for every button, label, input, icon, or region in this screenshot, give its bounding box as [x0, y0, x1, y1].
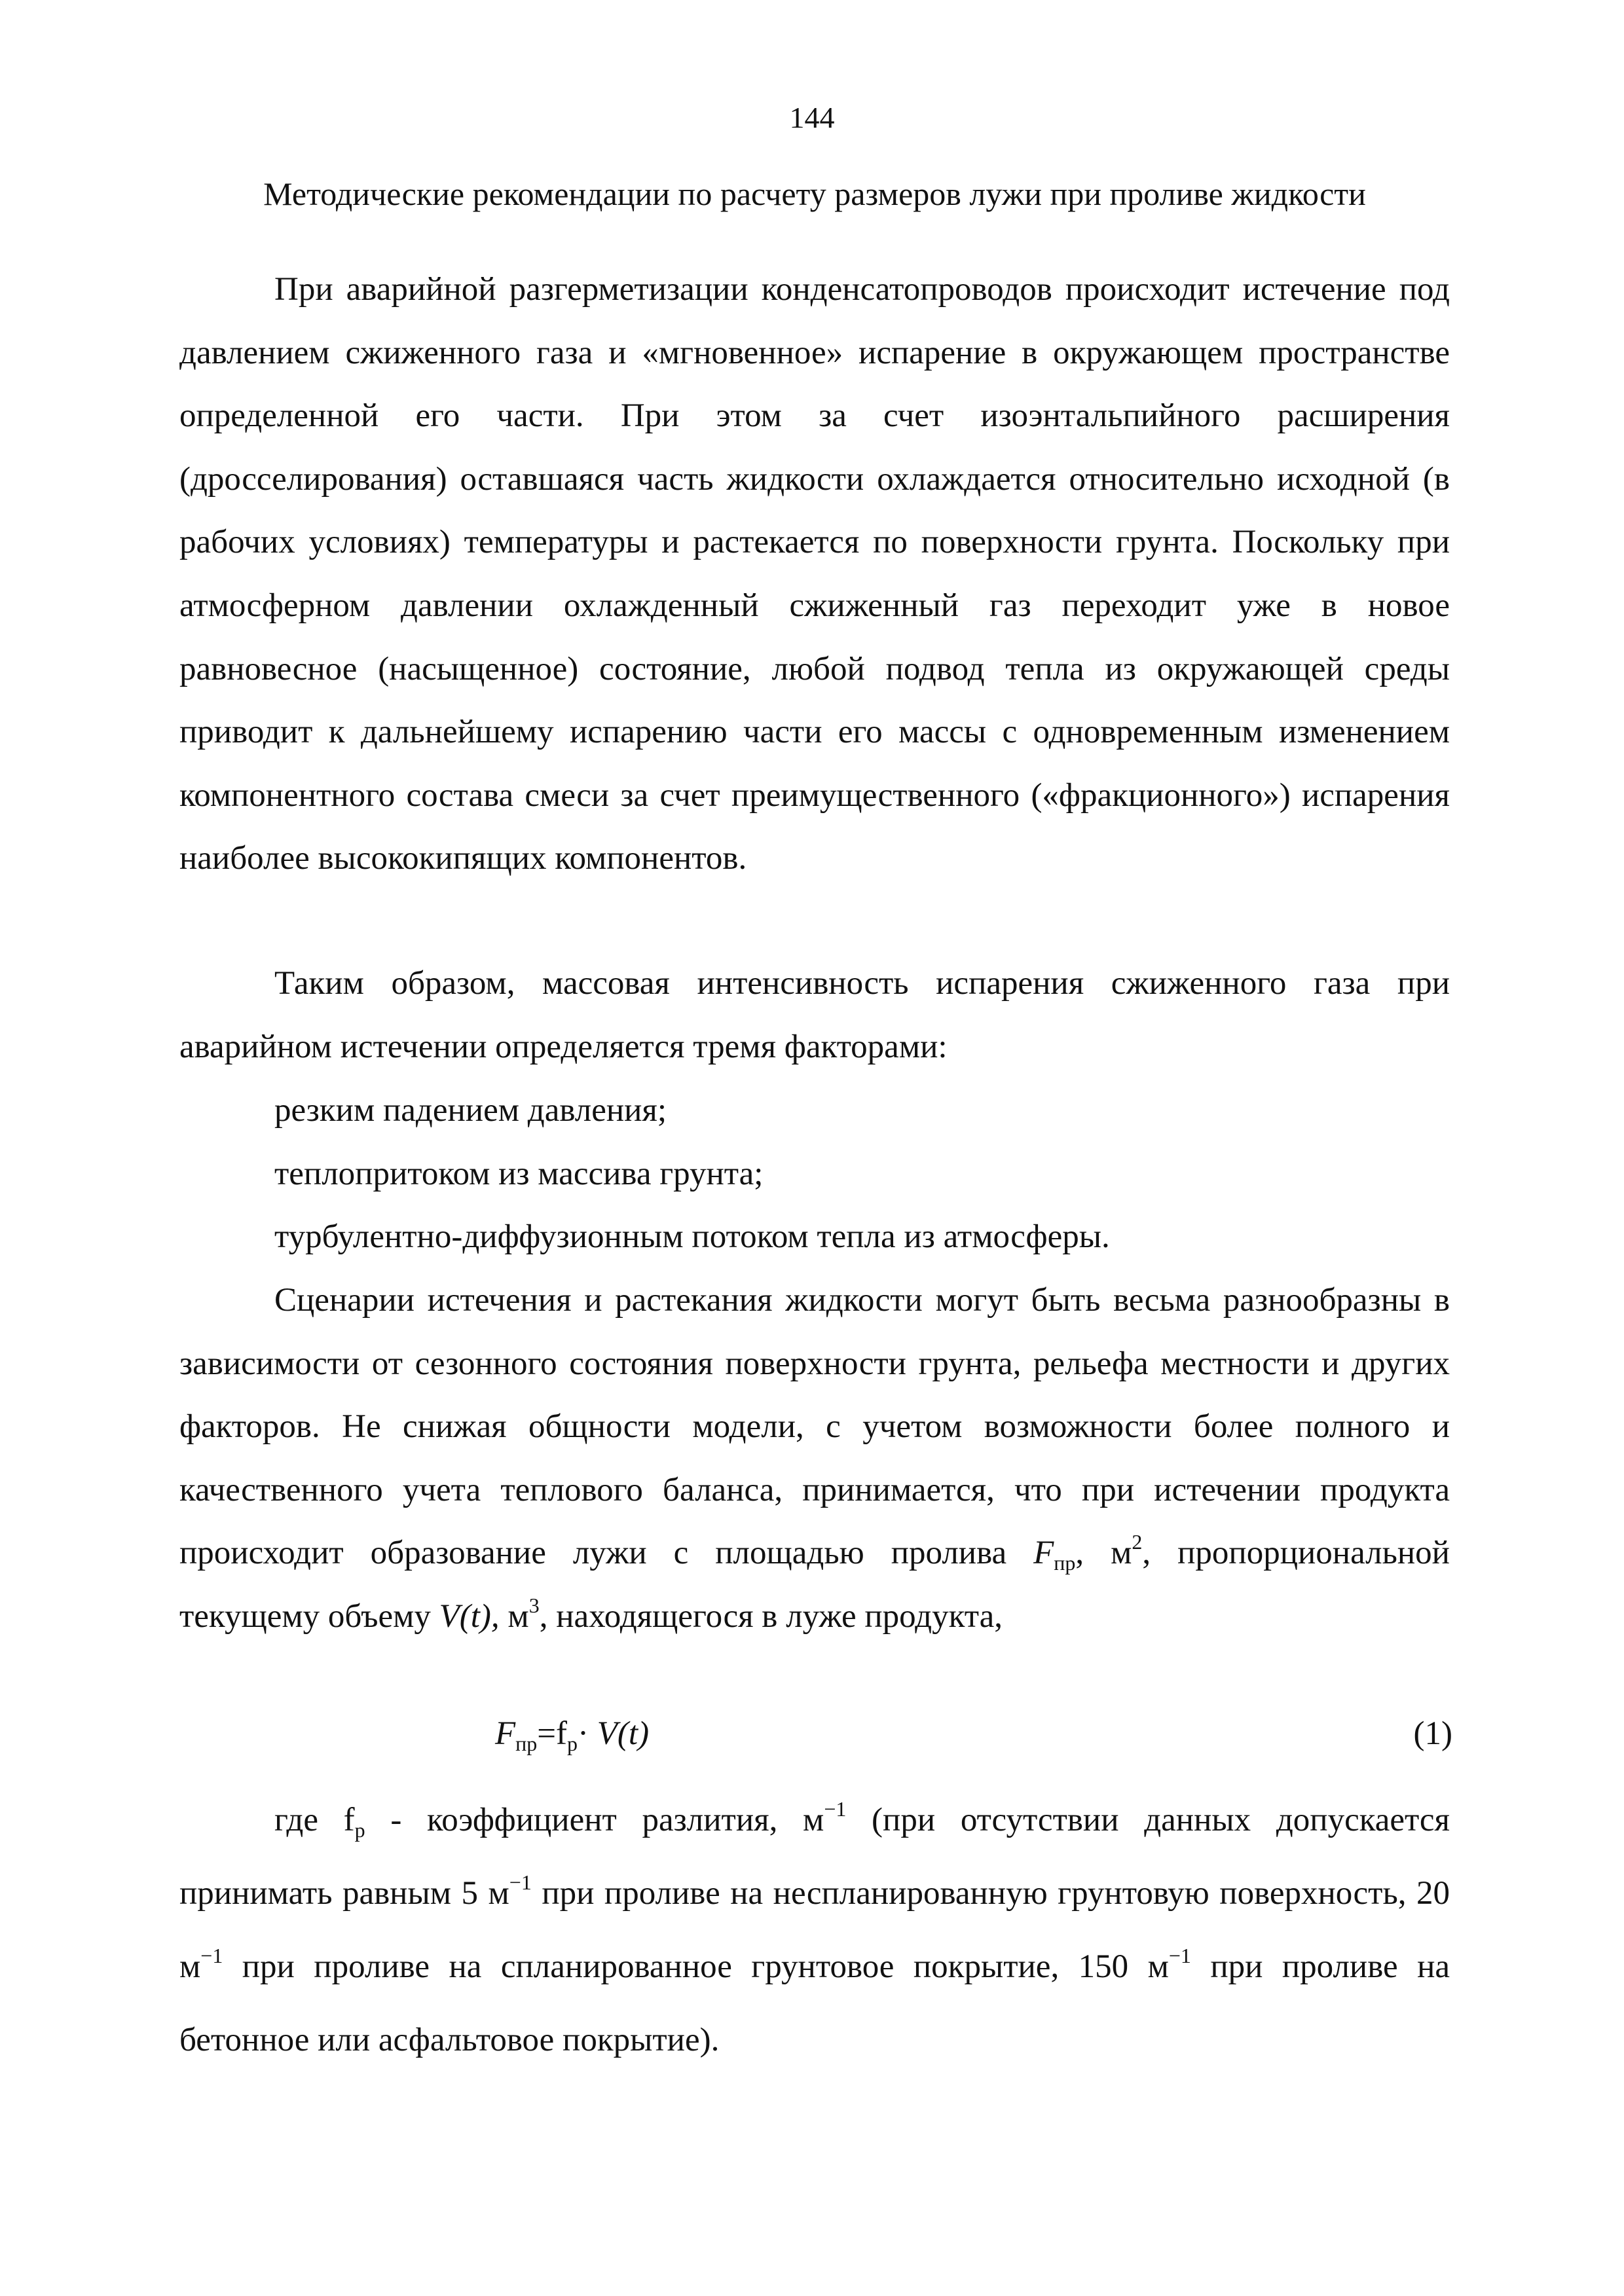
superscript: −1 [200, 1944, 223, 1967]
text-run: м [499, 1597, 529, 1635]
list-item: турбулентно-диффузионным потоком тепла из атмосферы. [274, 1218, 1110, 1256]
formula-V: V(t) [597, 1715, 650, 1752]
paragraph-scenarios [179, 1269, 1450, 1649]
paragraph-factors: Таким образом, массовая интенсивность испарения сжиженного газа при аварийном истечении определяется тремя факторами: [179, 965, 1450, 1065]
page-number: 144 [789, 101, 835, 134]
section-title: Методические рекомендации по расчету размеров лужи при проливе жидкости [263, 175, 1366, 212]
subscript: р [567, 1732, 578, 1755]
superscript: 3 [528, 1593, 540, 1617]
superscript: −1 [1168, 1944, 1191, 1967]
text-run: - коэффициент разлития, м [365, 1802, 824, 1838]
text-run: , м [1075, 1535, 1132, 1572]
superscript: −1 [509, 1870, 532, 1894]
text-run: при проливе на спланированное грунтовое покрытие, 150 м [223, 1948, 1169, 1985]
superscript: −1 [824, 1797, 847, 1821]
factors-list [274, 1079, 1453, 1269]
subscript: пр [1054, 1551, 1076, 1575]
var-V: V(t), [439, 1597, 500, 1635]
text-run: при проливе на бетонное или асфальтовое покрытие). [179, 1948, 1450, 2058]
paragraph-intro: При аварийной разгерметизации конденсатопроводов происходит истечение под давлением сжиженного газа и «мгновенное» испарение в окружающем пространстве определенной его части. При этом за счет изоэнтальпийного расширения (дросселирования) оставшаяся часть жидкости охлаждается относительно исходной (в рабочих условиях) температуры и растекается по поверхности грунта. Поскольку при атмосферном давлении охлажденный сжиженный газ переходит уже в новое равновесное (насыщенное) состояние, любой подвод тепла из окружающей среды приводит к дальнейшему испарению части его массы с одновременным изменением компонентного состава смеси за счет преимущественного («фракционного») испарения наиболее высококипящих компонентов. [179, 271, 1450, 877]
text-run: при проливе на неспланированную грунтовую поверхность, 20 м [179, 1875, 1450, 1985]
text-run: , пропорциональной текущему объему [179, 1535, 1450, 1635]
text-run: где f [274, 1802, 355, 1838]
var-F: F [1033, 1535, 1054, 1572]
paragraph-coefficient [179, 1783, 1450, 2077]
superscript: 2 [1132, 1530, 1143, 1554]
list-item: резким падением давления; [274, 1092, 667, 1129]
subscript: р [354, 1818, 365, 1842]
list-item: теплопритоком из массива грунта; [274, 1155, 764, 1192]
subscript: пр [515, 1732, 538, 1755]
formula-dot: · [578, 1715, 597, 1752]
text-run: (при отсутствии данных допускается принимать равным 5 м [179, 1802, 1450, 1912]
formula-F: F [495, 1715, 516, 1752]
formula-number: (1) [1413, 1715, 1452, 1752]
text-run: , находящегося в луже продукта, [539, 1597, 1003, 1635]
formula-1 [495, 1707, 649, 1760]
formula-eq: =f [537, 1715, 568, 1752]
text-run: Сценарии истечения и растекания жидкости могут быть весьма разнообразны в зависимости от сезонного состояния поверхности грунта, рельефа местности и других факторов. Не снижая общности модели, с учетом возможности более полного и качественного учета теплового баланса, принимается, что при истечении продукта происходит образование лужи с площадью пролива [179, 1282, 1450, 1572]
